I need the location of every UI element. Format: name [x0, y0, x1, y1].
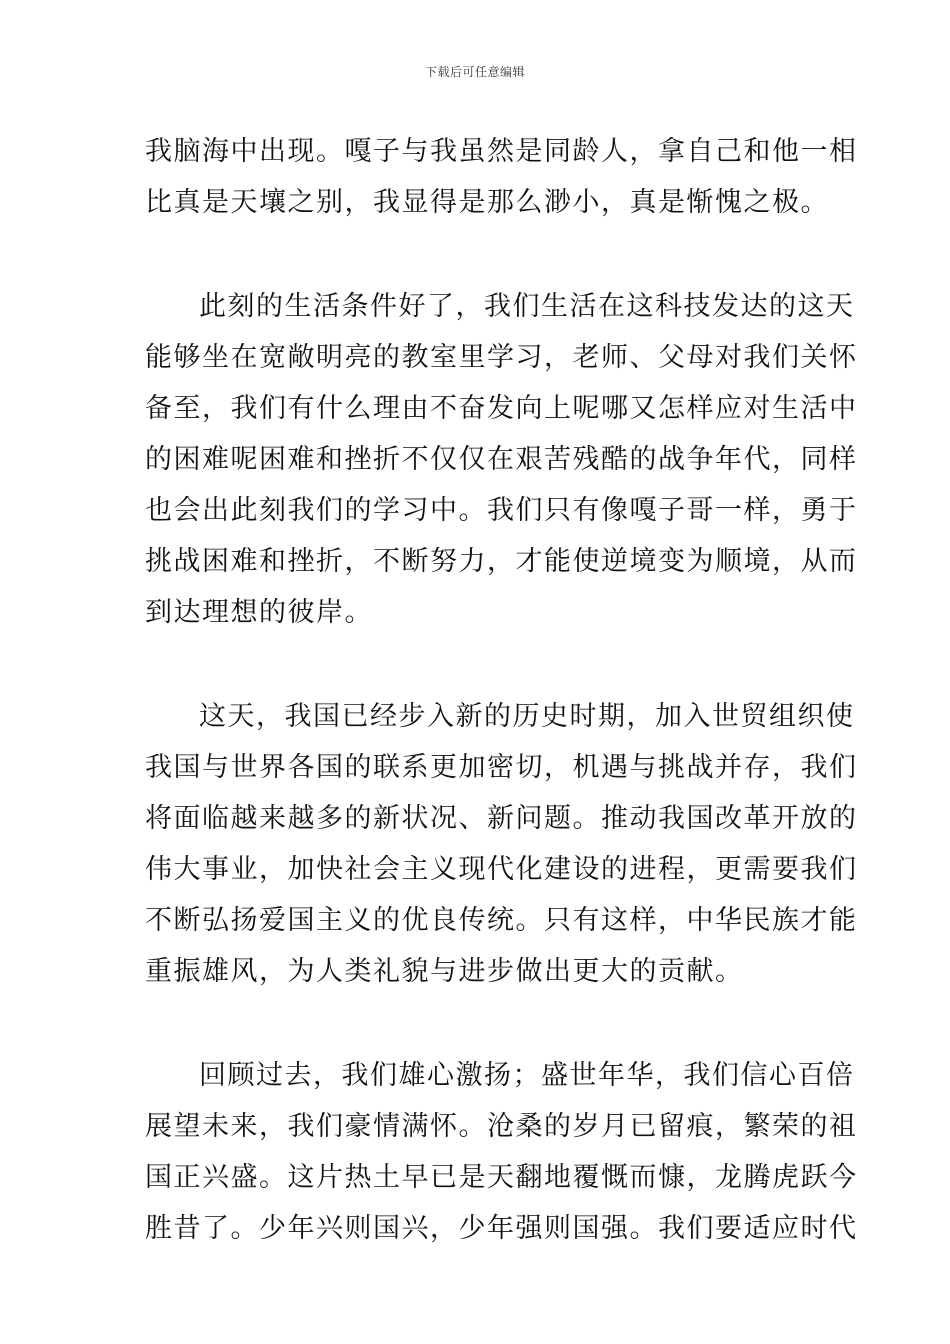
text-line: 这天，我国已经步入新的历史时期，加入世贸组织使: [199, 701, 855, 732]
text-line: 国正兴盛。这片热土早已是天翻地覆慨而慷，龙腾虎跃今: [145, 1162, 858, 1193]
text-line: 也会出此刻我们的学习中。我们只有像嘎子哥一样，勇于: [145, 495, 858, 526]
paragraph: [145, 1050, 858, 1254]
document-body: [145, 126, 858, 1254]
text-line: 能够坐在宽敞明亮的教室里学习，老师、父母对我们关怀: [145, 342, 858, 373]
page-header: 下载后可任意编辑: [424, 65, 525, 79]
text-line: 到达理想的彼岸。: [145, 597, 373, 628]
paragraph: [145, 126, 858, 228]
text-line: 不断弘扬爱国主义的优良传统。只有这样，中华民族才能: [145, 905, 858, 936]
text-line: 胜昔了。少年兴则国兴，少年强则国强。我们要适应时代: [145, 1213, 858, 1244]
paragraph-gap: [145, 638, 810, 691]
text-line: 伟大事业，加快社会主义现代化建设的进程，更需要我们: [145, 854, 858, 885]
paragraph: [145, 691, 858, 997]
text-line: 我国与世界各国的联系更加密切，机遇与挑战并存，我们: [145, 752, 858, 783]
text-line: 我脑海中出现。嘎子与我虽然是同龄人，拿自己和他一相: [145, 136, 858, 167]
text-line: 展望未来，我们豪情满怀。沧桑的岁月已留痕，繁荣的祖: [145, 1111, 858, 1142]
text-line: 挑战困难和挫折，不断努力，才能使逆境变为顺境，从而: [145, 546, 858, 577]
paragraph-gap: [145, 997, 810, 1050]
text-line: 备至，我们有什么理由不奋发向上呢哪又怎样应对生活中: [145, 393, 858, 424]
text-line: 的困难呢困难和挫折不仅仅在艰苦残酷的战争年代，同样: [145, 444, 858, 475]
paragraph: [145, 281, 858, 638]
text-line: 此刻的生活条件好了，我们生活在这科技发达的这天: [199, 291, 855, 322]
paragraph-gap: [145, 228, 810, 281]
text-line: 重振雄风，为人类礼貌与进步做出更大的贡献。: [145, 956, 744, 987]
text-line: 比真是天壤之别，我显得是那么渺小，真是惭愧之极。: [145, 187, 829, 218]
text-line: 回顾过去，我们雄心激扬；盛世年华，我们信心百倍: [199, 1060, 855, 1091]
text-line: 将面临越来越多的新状况、新问题。推动我国改革开放的: [145, 803, 858, 834]
